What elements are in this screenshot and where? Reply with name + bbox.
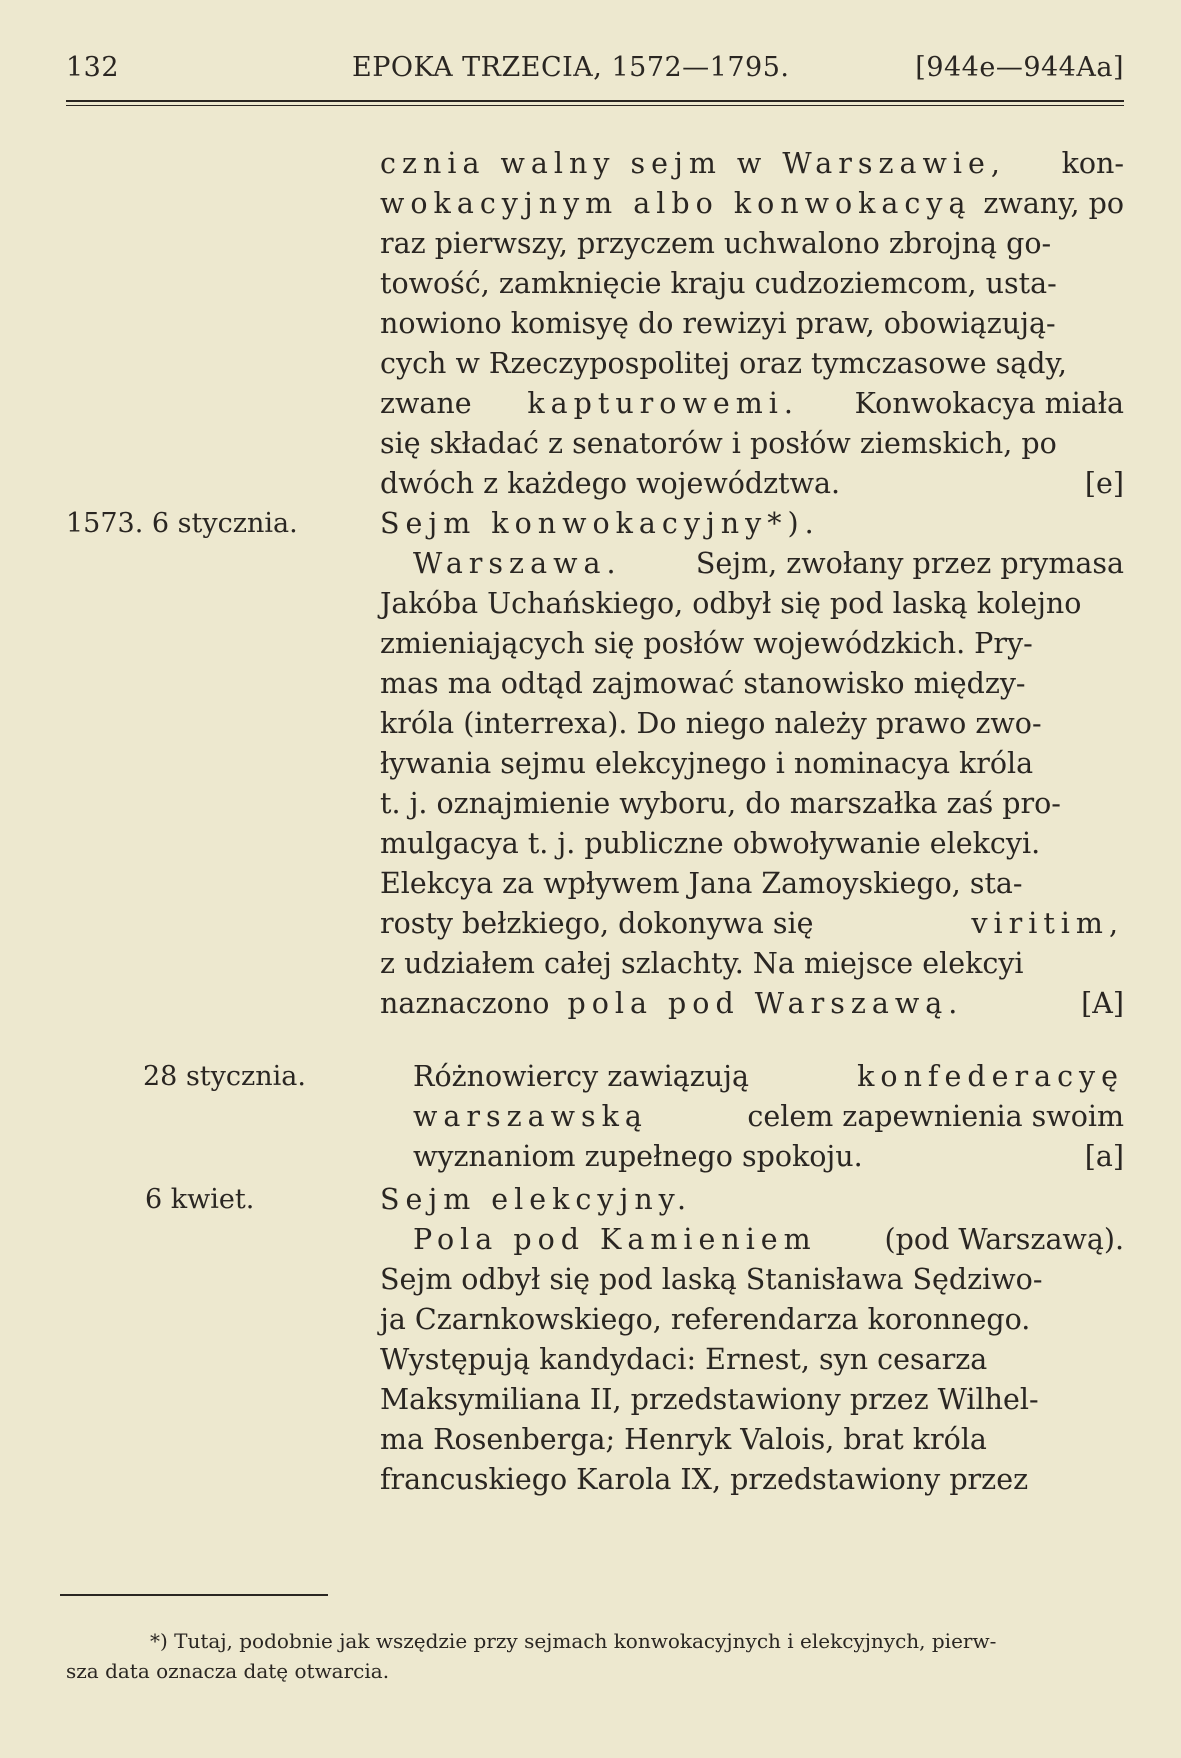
header-rule [66, 100, 1124, 102]
text-line: ływania sejmu elekcyjnego i nominacya króla [380, 747, 1034, 780]
text-line: zmieniających się posłów wojewódzkich. Pry- [380, 627, 1033, 660]
source-tag: [a] [1084, 1140, 1124, 1173]
text-line: cych w Rzeczypospolitej oraz tymczasowe sądy, [380, 347, 1067, 380]
margin-date: 6 kwiet. [145, 1184, 255, 1215]
text-line: nowiono komisyę do rewizyi praw, obowiązują- [380, 307, 1056, 340]
text-line: Elekcya za wpływem Jana Zamoyskiego, sta- [380, 867, 1023, 900]
page-number: 132 [66, 52, 120, 83]
text-line: wokacyjnym albo konwokacyą zwany, po [380, 187, 1124, 220]
running-header [66, 52, 1124, 92]
source-tag: [e] [1084, 467, 1124, 500]
entry-heading: Sejm konwokacyjny*). [380, 507, 820, 540]
text-line: zwane kapturowemi. Konwokacya miała [380, 387, 1124, 420]
text-line: Występują kandydaci: Ernest, syn cesarza [380, 1343, 988, 1376]
footnote-line: *) Tutaj, podobnie jak wszędzie przy sejmach konwokacyjnych i elekcyjnych, pierw- [150, 1629, 997, 1653]
text-line: się składać z senatorów i posłów ziemskich, po [380, 427, 1057, 460]
text-line: z udziałem całej szlachty. Na miejsce elekcyi [380, 947, 1024, 980]
entry-heading: Sejm elekcyjny. [380, 1183, 693, 1216]
text-line: Sejm odbył się pod laską Stanisława Sędziwo- [380, 1263, 1043, 1296]
text-line: dwóch z każdego województwa. [e] [380, 464, 1124, 504]
text-line: raz pierwszy, przyczem uchwalono zbrojną go- [380, 227, 1052, 260]
text-line: Warszawa. Sejm, zwołany przez prymasa [413, 547, 1124, 580]
text-line: Maksymiliana II, przedstawiony przez Wilhel- [380, 1383, 1039, 1416]
text-line: rosty bełzkiego, dokonywa się viritim, [380, 907, 1124, 940]
text-line: Pola pod Kamieniem (pod Warszawą). [413, 1223, 1124, 1256]
text-line: ja Czarnkowskiego, referendarza koronnego. [380, 1303, 1031, 1336]
margin-date: 1573. 6 stycznia. [66, 508, 298, 539]
text-line: t. j. oznajmienie wyboru, do marszałka zaś pro- [380, 787, 1061, 820]
text-line: króla (interrexa). Do niego należy prawo zwo- [380, 707, 1042, 740]
entry-range: [944e—944Aa] [915, 52, 1124, 83]
text-line: wyznaniom zupełnego spokoju. [a] [413, 1137, 1124, 1177]
text-line: francuskiego Karola IX, przedstawiony przez [380, 1463, 1029, 1496]
text-line: warszawską celem zapewnienia swoim [413, 1100, 1124, 1133]
margin-date: 28 stycznia. [143, 1061, 306, 1092]
text-line: cznia walny sejm w Warszawie, kon- [380, 147, 1124, 180]
footnote-rule [60, 1594, 328, 1596]
text-line: naznaczono pola pod Warszawą. [A] [380, 984, 1124, 1024]
text-line: mas ma odtąd zajmować stanowisko między- [380, 667, 1026, 700]
header-rule-thin [66, 105, 1124, 106]
text-line: towość, zamknięcie kraju cudzoziemcom, usta- [380, 267, 1057, 300]
text-line: Różnowiercy zawiązują konfederacyę [413, 1060, 1124, 1093]
footnote-line: sza data oznacza datę otwarcia. [66, 1659, 390, 1683]
text-line: mulgacya t. j. publiczne obwoływanie elekcyi. [380, 827, 1041, 860]
source-tag: [A] [1081, 987, 1124, 1020]
running-title: EPOKA TRZECIA, 1572—1795. [352, 52, 790, 83]
text-line: ma Rosenberga; Henryk Valois, brat króla [380, 1423, 987, 1456]
text-line: Jakóba Uchańskiego, odbył się pod laską kolejno [380, 587, 1082, 620]
